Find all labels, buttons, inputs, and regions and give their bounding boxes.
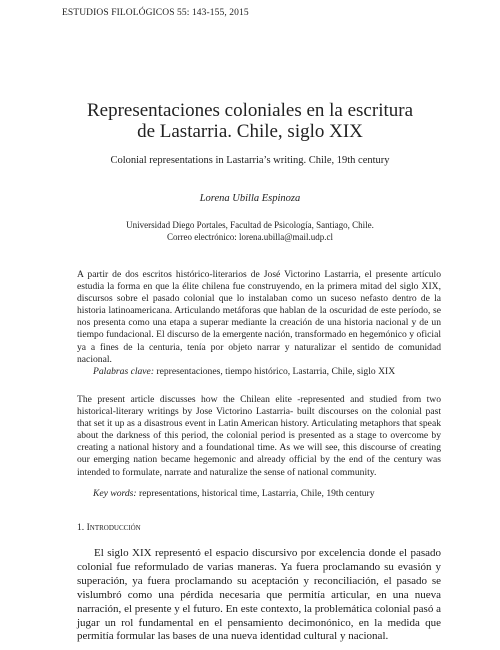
abstract-english: The present article discusses how the Chilean elite -represented and studied from two historical-literary writings by Jose Victorino Lastarria- built discourses on the colonial past that set it up as a disastrous event in Latin American history. Articulating metaphors that speak about the darkness of this period, the colonial period is presented as a stage to overcome by creating a national history and a foundational time. As we will see, this discourse of creating our emerging nation became hegemonic and already official by the end of the century was intended to formulate, narrate and naturalize the sense of national community. (77, 394, 441, 478)
keywords-spanish-text: representaciones, tiempo histórico, Lastarria, Chile, siglo XIX (156, 366, 396, 377)
affiliation-email: Correo electrónico: lorena.ubilla@mail.udp.cl (167, 232, 333, 242)
article-title (0, 100, 500, 142)
article-title-line-1: Representaciones coloniales en la escritura (86, 100, 414, 121)
running-head: ESTUDIOS FILOLÓGICOS 55: 143-155, 2015 (62, 8, 249, 18)
author-name: Lorena Ubilla Espinoza (199, 193, 301, 204)
affiliation-institution: Universidad Diego Portales, Facultad de Psicología, Santiago, Chile. (126, 220, 374, 230)
english-title: Colonial representations in Lastarria’s writing. Chile, 19th century (110, 155, 390, 166)
keywords-english-label: Key words: (93, 488, 137, 499)
section-heading-introduction: 1. Introducción (77, 522, 141, 533)
author-affiliation (0, 219, 500, 243)
keywords-english-text: representations, historical time, Lastarria, Chile, 19th century (139, 488, 375, 499)
body-paragraph: El siglo XIX representó el espacio discursivo por excelencia donde el pasado colonial fue reformulado de varias maneras. Ya fuera proclamando su evasión y superación, ya fuera proclamando su aceptación y reconciliación, el pasado se vislumbró como una pérdida necesaria que permitía articular, en una nueva narración, el presente y el futuro. En este contexto, la problemática colonial pasó a jugar un rol fundamental en el pensamiento decimonónico, en la medida que permitía formular las bases de una nueva identidad cultural y nacional. (77, 547, 441, 643)
abstract-spanish: A partir de dos escritos histórico-literarios de José Victorino Lastarria, el presente artículo estudia la forma en que la élite chilena fue construyendo, en la primera mitad del siglo XIX, discursos sobre el pasado colonial que lo instalaban como un suceso nefasto dentro de la historia latinoamericana. Articulando metáforas que hablan de la oscuridad de este período, se nos presenta como una etapa a superar mediante la creación de una historia nacional y de un tiempo fundacional. El discurso de la emergente nación, transformado en hegemónico y oficial ya a fines de la centuria, tenía por objeto narrar y naturalizar el sentido de comunidad nacional. (77, 269, 441, 365)
keywords-spanish-label: Palabras clave: (93, 366, 155, 377)
article-title-line-2: de Lastarria. Chile, siglo XIX (137, 121, 363, 142)
keywords-english (93, 488, 443, 499)
keywords-spanish (93, 366, 443, 377)
